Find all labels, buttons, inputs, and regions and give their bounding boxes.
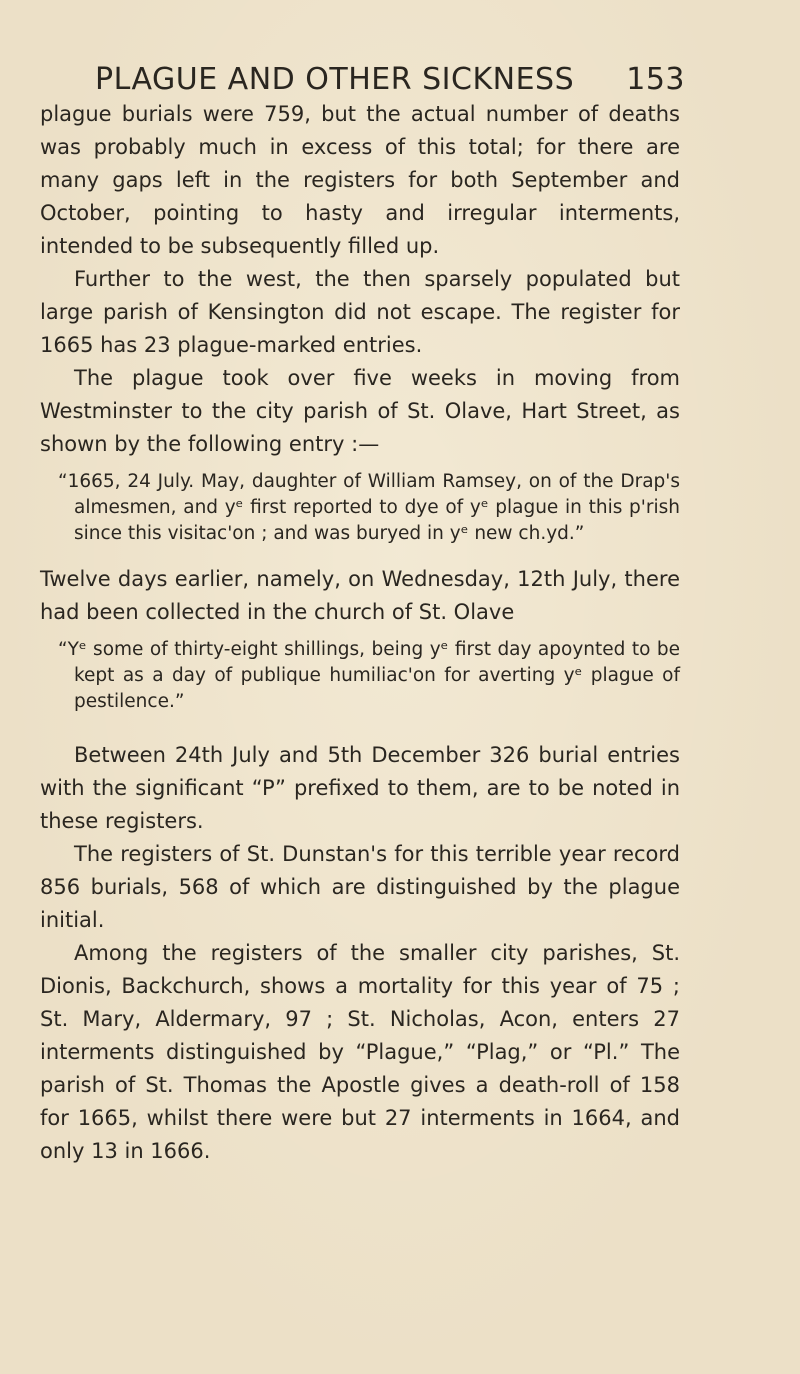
paragraph-continued: plague burials were 759, but the actual number of deaths was probably much in excess of this total; for there are many gaps left in the registers for both September and October, pointing to hasty and irregular interments, intended to be subsequently filled up. xyxy=(40,102,680,258)
paragraph-st-dunstan: The registers of St. Dunstan's for this terrible year record 856 burials, 568 of which are distinguished by the plague initial. xyxy=(40,842,680,932)
quote-register-entry: “1665, 24 July. May, daughter of William Ramsey, on of the Drap's almesmen, and yᵉ first reported to dye of yᵉ plague in this p'rish since this visitac'on ; and was buryed in yᵉ new ch.yd.” xyxy=(58,471,680,544)
running-header xyxy=(95,62,685,97)
running-title: PLAGUE AND OTHER SICKNESS xyxy=(95,62,575,97)
page-body xyxy=(40,98,680,1168)
quote-collection: “Yᵉ some of thirty-eight shillings, being yᵉ first day apoynted to be kept as a day of publique humiliac'on for averting yᵉ plague of pestilence.” xyxy=(58,639,680,712)
paragraph-kensington: Further to the west, the then sparsely populated but large parish of Kensington did not escape. The register for 1665 has 23 plague-marked entries. xyxy=(40,267,680,357)
paragraph-burial-entries: Between 24th July and 5th December 326 burial entries with the significant “P” prefixed to them, are to be noted in these registers. xyxy=(40,743,680,833)
paragraph-twelve-days: Twelve days earlier, namely, on Wednesday, 12th July, there had been collected in the church of St. Olave xyxy=(40,567,680,624)
paragraph-city-parishes: Among the registers of the smaller city parishes, St. Dionis, Backchurch, shows a mortality for this year of 75 ; St. Mary, Aldermary, 97 ; St. Nicholas, Acon, enters 27 interments distinguished by “Plague,” “Plag,” or “Pl.” The parish of St. Thomas the Apostle gives a death-roll of 158 for 1665, whilst there were but 27 interments in 1664, and only 13 in 1666. xyxy=(40,941,680,1163)
paragraph-st-olave: The plague took over five weeks in moving from Westminster to the city parish of St. Olave, Hart Street, as shown by the following entry :— xyxy=(40,366,680,456)
page-number: 153 xyxy=(626,62,685,97)
